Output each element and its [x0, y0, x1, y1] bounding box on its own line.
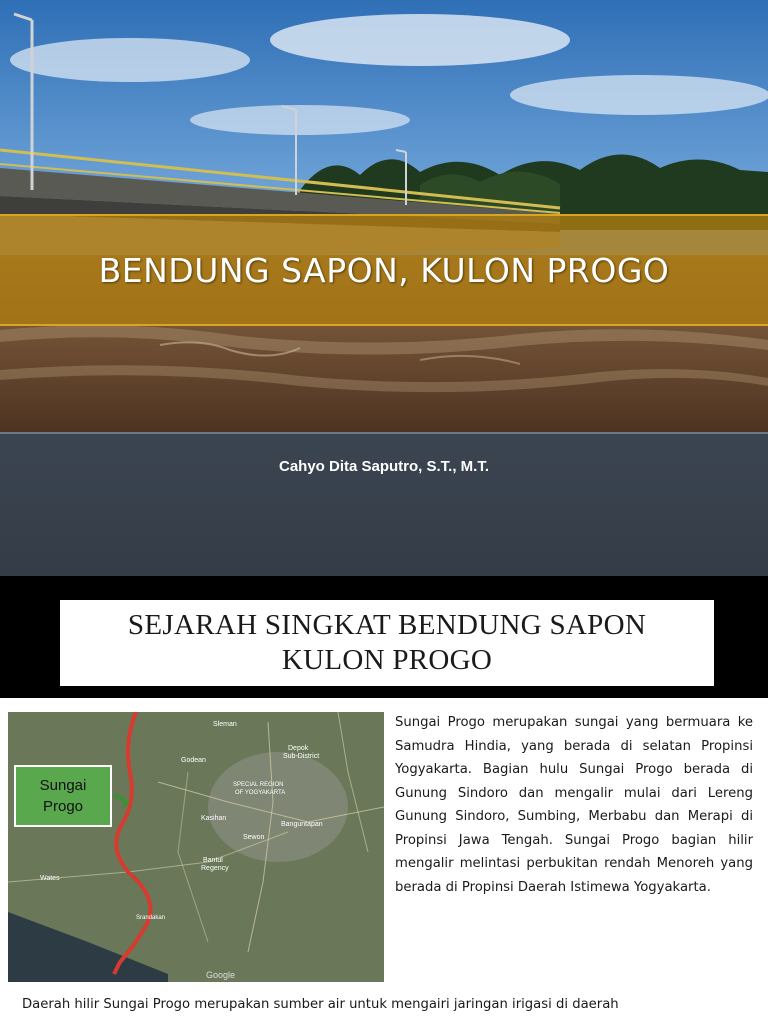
river-map [8, 712, 384, 982]
map-label: OF YOGYAKARTA [235, 790, 286, 796]
map-label: Banguntapan [281, 821, 323, 828]
title-box [60, 600, 714, 686]
map-label: Regency [201, 865, 229, 872]
map-label: Godean [181, 757, 206, 764]
title-header [0, 576, 768, 698]
callout-line-2: Progo [42, 798, 84, 815]
map-label: Sewon [243, 834, 265, 841]
map-label: Bantul [203, 857, 223, 864]
map-label: SPECIAL REGION [233, 782, 284, 788]
map-label: Wates [40, 875, 60, 882]
map-label: Kasihan [201, 815, 227, 822]
map-label: Sub-District [283, 753, 320, 760]
divider [0, 432, 768, 434]
map-label: Srandakan [136, 915, 166, 921]
title-banner [0, 214, 768, 326]
slide-title: BENDUNG SAPON, KULON PROGO [98, 250, 670, 290]
callout-line-1: Sungai [39, 777, 87, 794]
history-slide [0, 576, 768, 1024]
map-label: Depok [288, 745, 309, 752]
author-name: Cahyo Dita Saputro, S.T., M.T. [278, 458, 490, 475]
continuation-text: Daerah hilir Sungai Progo merupakan sumber air untuk mengairi jaringan irigasi di daerah [22, 997, 619, 1012]
history-paragraph: Sungai Progo merupakan sungai yang bermuara ke Samudra Hindia, yang berada di selatan Propinsi Yogyakarta. Bagian hulu Sungai Progo berada di Gunung Sindoro dan mengalir mulai dari Lereng Gunung Sindoro, Sumbing, Merbabu dan Merapi di Propinsi Jawa Tengah. Sungai Progo bagian hilir mengalir melintasi perbukitan rendah Menoreh yang berada di Propinsi Daerah Istimewa Yogyakarta. [395, 715, 753, 895]
title-line-2: KULON PROGO [281, 644, 493, 676]
title-line-1: SEJARAH SINGKAT BENDUNG SAPON [127, 609, 647, 641]
sungai-progo-callout [14, 765, 112, 827]
author-panel [0, 432, 768, 576]
map-label: Google [206, 970, 236, 980]
map-label: Sleman [213, 721, 237, 728]
